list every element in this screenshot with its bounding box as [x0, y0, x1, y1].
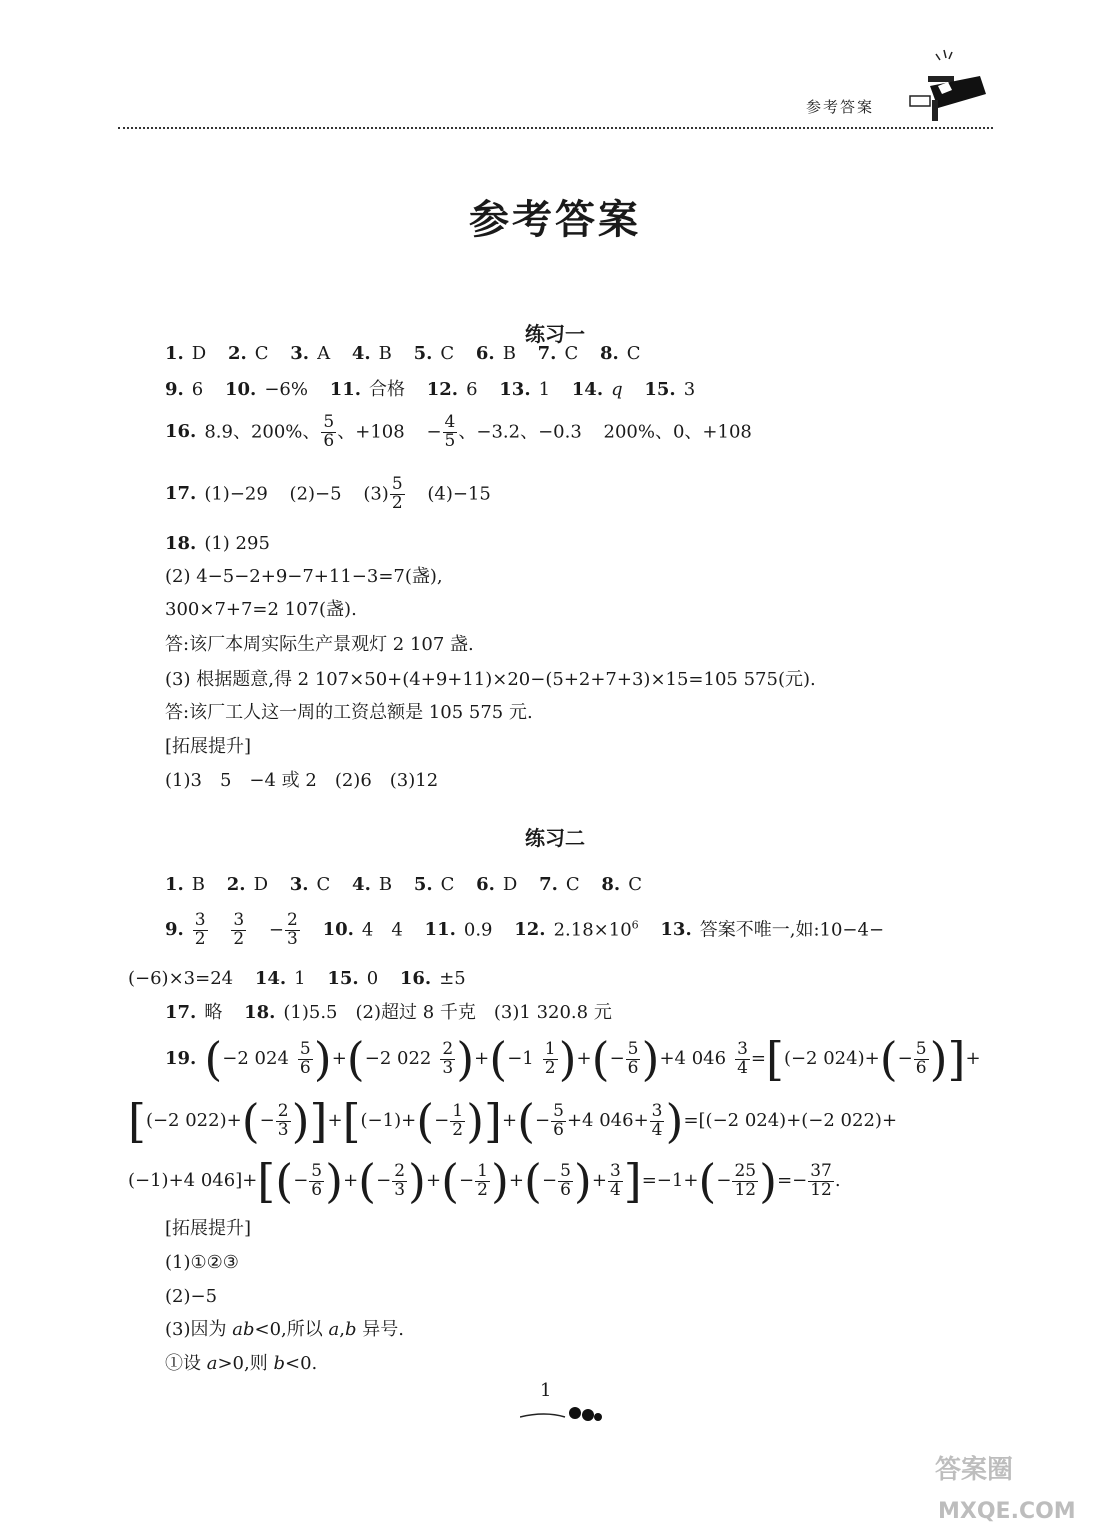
- s1-extension-label: [拓展提升]: [165, 736, 252, 757]
- header-divider: [118, 127, 993, 129]
- page-number: 1: [540, 1380, 552, 1401]
- s2-extension-label: [拓展提升]: [165, 1218, 252, 1239]
- s1-q18-p6: 答:该厂工人这一周的工资总额是 105 575 元.: [165, 702, 533, 723]
- watermark-en: MXQE.COM: [938, 1499, 1076, 1524]
- s2-q19-row2: [(−2 022)+(− $\frac{2}{3}$ )]+[(−1)+(− $\frac{1}{2}$ )]+(− $\frac{5}{6}$ +4 046+ $\frac{3}{4}$ )=[(−2 024)+(−2 022)+: [128, 1094, 898, 1148]
- s2-line-1: 1. B 2. D 3. C 4. B 5. C 6. D 7. C 8. C: [165, 874, 642, 895]
- s2-q13-cont: (−6)×3=24 14. 1 15. 0 16. ±5: [128, 968, 466, 989]
- s1-q16: 16. 8.9、200%、 $\frac{5}{6}$ 、+108 − $\frac{4}{5}$ 、−3.2、−0.3 200%、0、+108: [165, 412, 752, 451]
- s2-extension-3: (3)因为 ab<0,所以 a,b 异号.: [165, 1319, 404, 1340]
- s1-q18-p4: 答:该厂本周实际生产景观灯 2 107 盏.: [165, 634, 474, 655]
- s1-line-2: 9. 6 10. −6% 11. 合格 12. 6 13. 1 14. q 15. 3: [165, 379, 696, 400]
- s1-line-1: 1. D 2. C 3. A 4. B 5. C 6. B 7. C 8. C: [165, 343, 641, 364]
- s2-q19-row3: (−1)+4 046]+[(− $\frac{5}{6}$ )+(− $\frac{2}{3}$ )+(− $\frac{1}{2}$ )+(− $\frac{5}{6}$ )+ $\frac{3}{4}$ ]=−1+(− $\frac{25}{12}$ )=− $\frac{37}{12}$ .: [128, 1154, 841, 1208]
- s2-extension-4: ①设 a>0,则 b<0.: [165, 1353, 318, 1374]
- s1-q18-p1: 18. (1) 295: [165, 533, 270, 554]
- page-ornament-icon: [520, 1405, 610, 1429]
- section-heading-1: 练习一: [525, 322, 585, 346]
- header-label: 参考答案: [806, 98, 875, 116]
- s2-q19-row1: 19. (−2 024 $\frac{5}{6}$ )+(−2 022 $\frac{2}{3}$ )+(−1 $\frac{1}{2}$ )+(− $\frac{5}{6}$ )+4 046 $\frac{3}{4}$ =[(−2 024)+(− $\frac{5}{6}$ )]+: [165, 1032, 981, 1086]
- s2-q17-q18: 17. 略 18. (1)5.5 (2)超过 8 千克 (3)1 320.8 元: [165, 1002, 612, 1023]
- page-title: 参考答案: [469, 196, 641, 243]
- s1-q18-p5: (3) 根据题意,得 2 107×50+(4+9+11)×20−(5+2+7+3)×15=105 575(元).: [165, 669, 816, 690]
- s1-extension-answers: (1)3 5 −4 或 2 (2)6 (3)12: [165, 770, 439, 791]
- s2-q9-q13: 9. $\frac{3}{2}$ $\frac{3}{2}$ − $\frac{2}{3}$ 10. 4 4 11. 0.9 12. $2.18\times 10^6$ 13. 答案不唯一,如:10−4−: [165, 910, 885, 949]
- s1-q17: 17. (1)−29 (2)−5 (3) $\frac{5}{2}$ (4)−15: [165, 474, 491, 513]
- s1-q18-p2: (2) 4−5−2+9−7+11−3=7(盏),: [165, 566, 443, 587]
- s1-q18-p3: 300×7+7=2 107(盏).: [165, 599, 357, 620]
- header-desk-icon: [908, 46, 988, 125]
- watermark-logo: [930, 1440, 1100, 1534]
- section-heading-2: 练习二: [525, 826, 585, 850]
- watermark-cn: 答案圈: [935, 1455, 1014, 1485]
- s2-extension-1: (1)①②③: [165, 1252, 239, 1273]
- s2-extension-2: (2)−5: [165, 1286, 218, 1307]
